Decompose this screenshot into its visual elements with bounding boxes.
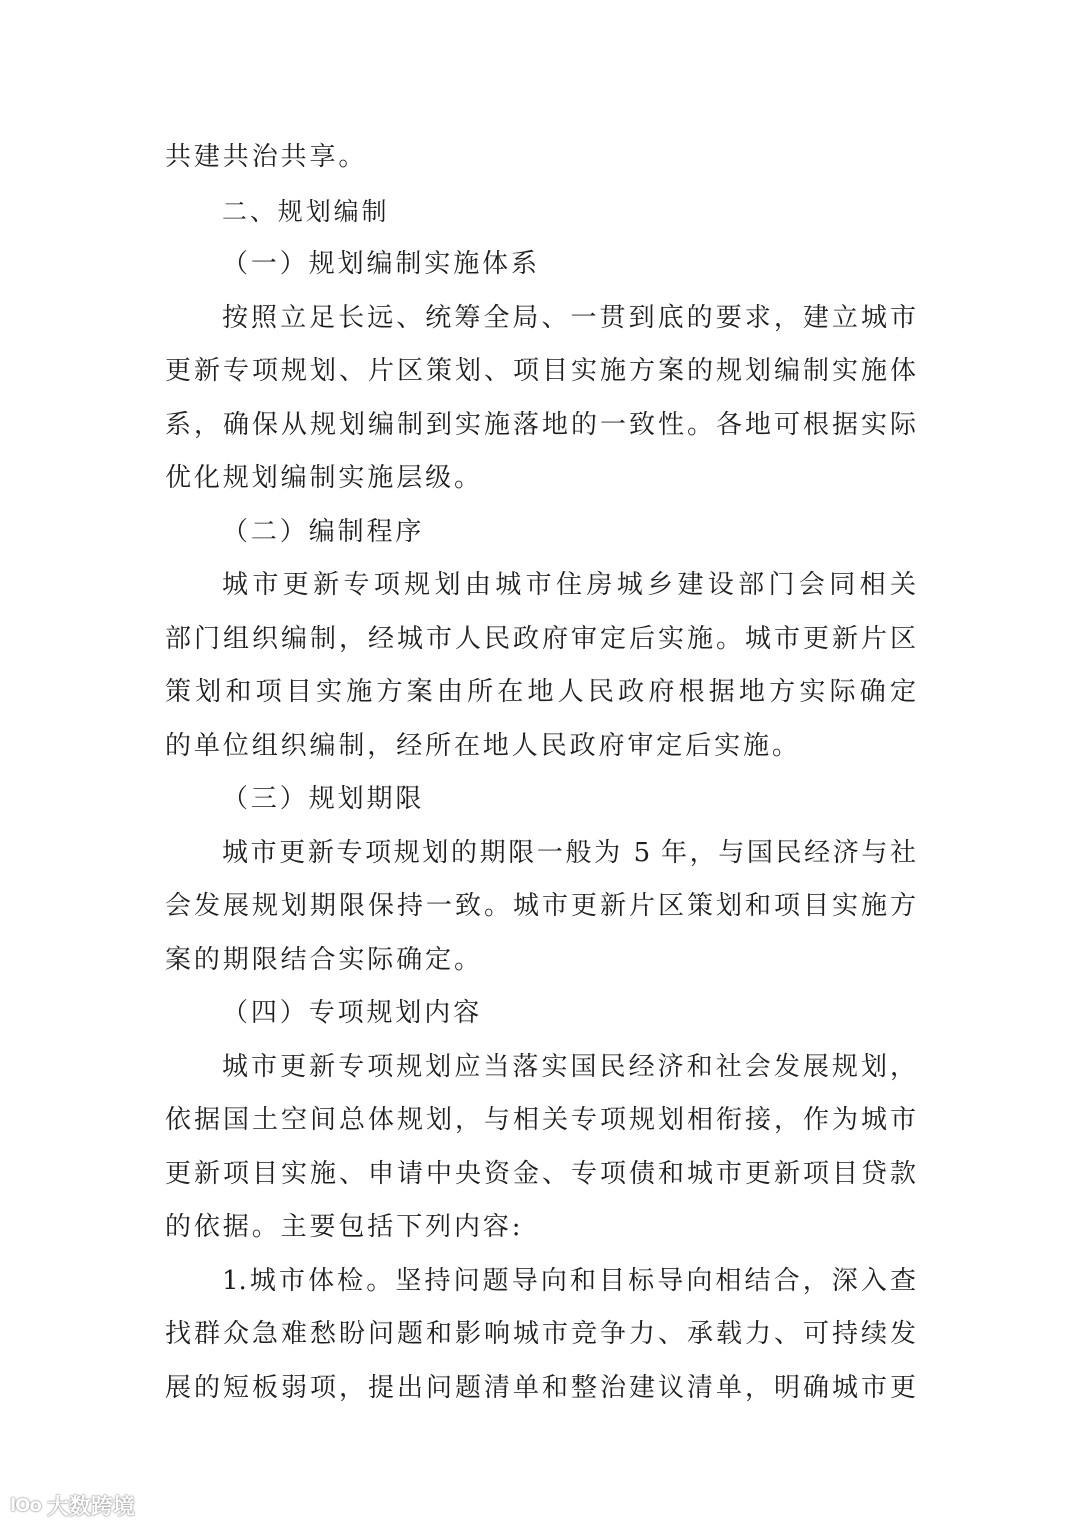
paragraph-line: 的依据。主要包括下列内容: xyxy=(165,1212,524,1242)
subsection-heading: （四）专项规划内容 xyxy=(222,998,483,1028)
paragraph-line: 城市更新专项规划应当落实国民经济和社会发展规划， xyxy=(222,1051,916,1082)
paragraph-line: 展的短板弱项，提出问题清单和整治建议清单，明确城市更 xyxy=(165,1372,916,1403)
paragraph-line: 城市更新专项规划的期限一般为 5 年，与国民经济与社 xyxy=(222,837,916,868)
subsection-heading: （一）规划编制实施体系 xyxy=(222,249,540,279)
paragraph-line: 会发展规划期限保持一致。城市更新片区策划和项目实施方 xyxy=(165,891,916,921)
watermark xyxy=(10,1490,135,1521)
section-heading: 二、规划编制 xyxy=(222,196,390,226)
paragraph-line: 共建共治共享。 xyxy=(165,142,368,172)
paragraph-line: 的单位组织编制，经所在地人民政府审定后实施。 xyxy=(165,730,801,761)
watermark-logo-icon: lOo xyxy=(10,1495,41,1516)
paragraph-line: 案的期限结合实际确定。 xyxy=(165,944,483,975)
subsection-heading: （二）编制程序 xyxy=(222,516,425,547)
paragraph-line: 部门组织编制，经城市人民政府审定后实施。城市更新片区 xyxy=(165,623,916,654)
paragraph-line: 按照立足长远、统筹全局、一贯到底的要求，建立城市 xyxy=(222,302,916,333)
paragraph-line: 系，确保从规划编制到实施落地的一致性。各地可根据实际 xyxy=(165,409,916,440)
document-page xyxy=(165,131,916,1415)
paragraph-line: 找群众急难愁盼问题和影响城市竞争力、承载力、可持续发 xyxy=(165,1319,916,1349)
watermark-text: 大数跨境 xyxy=(46,1495,135,1520)
subsection-heading: （三）规划期限 xyxy=(222,784,425,814)
paragraph-line: 更新项目实施、申请中央资金、专项债和城市更新项目贷款 xyxy=(165,1158,916,1189)
paragraph-line: 城市更新专项规划由城市住房城乡建设部门会同相关 xyxy=(222,570,916,600)
paragraph-line: 策划和项目实施方案由所在地人民政府根据地方实际确定 xyxy=(165,677,916,707)
paragraph-line: 依据国土空间总体规划，与相关专项规划相衔接，作为城市 xyxy=(165,1105,916,1135)
paragraph-line: 1.城市体检。坚持问题导向和目标导向相结合，深入查 xyxy=(222,1265,916,1296)
paragraph-line: 更新专项规划、片区策划、项目实施方案的规划编制实施体 xyxy=(165,356,916,386)
paragraph-line: 优化规划编制实施层级。 xyxy=(165,463,483,493)
